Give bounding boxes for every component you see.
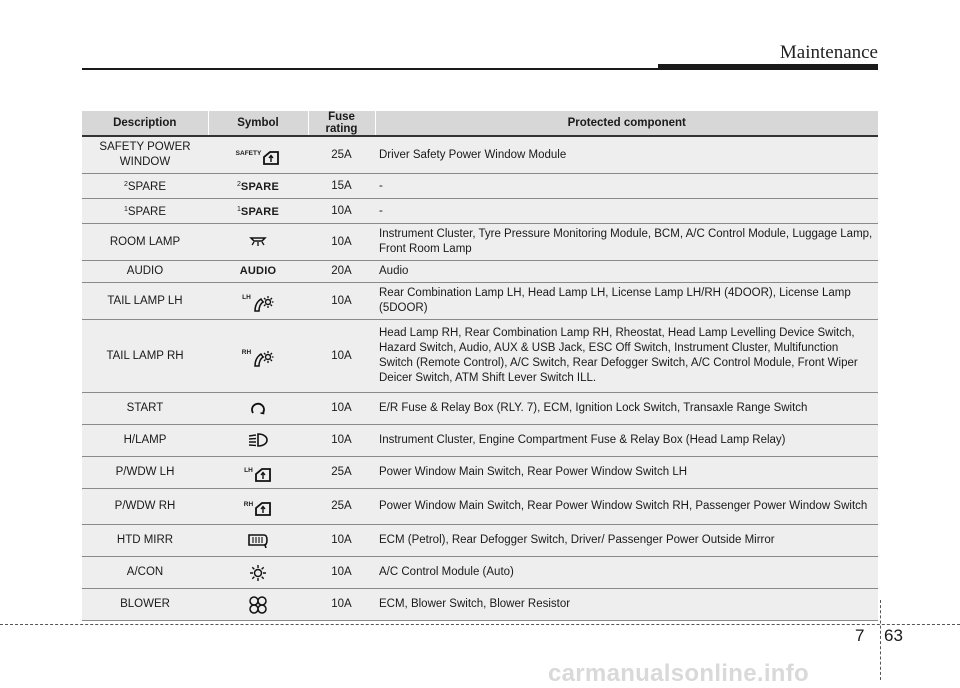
- header-rule-accent: [658, 64, 878, 70]
- fuse-description: H/LAMP: [82, 425, 208, 457]
- fuse-table: [82, 111, 878, 621]
- safety-power-window-icon: [262, 150, 280, 166]
- fuse-rating: 10A: [308, 393, 375, 425]
- table-row: [82, 557, 878, 589]
- protected-component: E/R Fuse & Relay Box (RLY. 7), ECM, Ignition Lock Switch, Transaxle Range Switch: [375, 393, 878, 425]
- symbol-tag: SAFETY: [235, 149, 262, 157]
- fuse-rating: 20A: [308, 261, 375, 283]
- fuse-description: BLOWER: [82, 589, 208, 621]
- table-row: [82, 136, 878, 174]
- fuse-rating: 10A: [308, 525, 375, 557]
- table-row: [82, 589, 878, 621]
- table-row: [82, 457, 878, 489]
- fuse-rating: 10A: [308, 557, 375, 589]
- fuse-description: TAIL LAMP RH: [82, 320, 208, 393]
- fuse-symbol: [208, 557, 308, 589]
- fuse-symbol: [208, 589, 308, 621]
- room-lamp-icon: [248, 234, 268, 248]
- tail-lamp-icon: [252, 294, 274, 314]
- tail-lamp-icon: [252, 349, 274, 369]
- table-row: [82, 425, 878, 457]
- fuse-rating: 25A: [308, 136, 375, 174]
- symbol-tag: RH: [241, 348, 252, 356]
- column-header-description: Description: [82, 111, 208, 136]
- table-row: [82, 261, 878, 283]
- protected-component: ECM, Blower Switch, Blower Resistor: [375, 589, 878, 621]
- table-row: [82, 199, 878, 224]
- page-number: 63: [884, 626, 903, 645]
- blower-icon: [248, 595, 268, 615]
- protected-component: Head Lamp RH, Rear Combination Lamp RH, Rheostat, Head Lamp Levelling Device Switch, Hazard Switch, Audio, AUX & USB Jack, ESC Off Switch, Instrument Cluster, Multifunction Switch (Remote Control), A/C Switch, Rear Defogger Switch, A/C Control Module, Front Wiper Deicer Switch, ATM Shift Lever Switch ILL.: [375, 320, 878, 393]
- symbol-tag: LH: [244, 467, 253, 474]
- protected-component: A/C Control Module (Auto): [375, 557, 878, 589]
- heated-mirror-icon: [246, 532, 270, 548]
- protected-component: Instrument Cluster, Tyre Pressure Monitoring Module, BCM, A/C Control Module, Luggage Lamp, Front Room Lamp: [375, 224, 878, 261]
- protected-component: Power Window Main Switch, Rear Power Window Switch RH, Passenger Power Window Switch: [375, 489, 878, 525]
- table-row: [82, 525, 878, 557]
- footer-rule: [0, 624, 960, 625]
- protected-component: Instrument Cluster, Engine Compartment Fuse & Relay Box (Head Lamp Relay): [375, 425, 878, 457]
- fuse-symbol: [208, 224, 308, 261]
- power-window-icon: [254, 501, 272, 517]
- symbol-tag: LH: [242, 293, 251, 301]
- header-rule: [82, 68, 662, 70]
- fuse-rating: 10A: [308, 320, 375, 393]
- fuse-symbol: [208, 489, 308, 525]
- column-header-protected-component: Protected component: [375, 111, 878, 136]
- fuse-description: P/WDW RH: [82, 489, 208, 525]
- protected-component: -: [375, 199, 878, 224]
- table-header-row: [82, 111, 878, 136]
- power-window-icon: [254, 467, 272, 483]
- fuse-symbol: $^2$SPARE: [208, 174, 308, 199]
- table-row: [82, 283, 878, 320]
- fuse-rating: 25A: [308, 457, 375, 489]
- protected-component: Driver Safety Power Window Module: [375, 136, 878, 174]
- protected-component: Audio: [375, 261, 878, 283]
- fuse-rating: 10A: [308, 199, 375, 224]
- air-con-icon: [249, 564, 267, 582]
- fuse-description: $^2$SPARE: [82, 174, 208, 199]
- fuse-description: ROOM LAMP: [82, 224, 208, 261]
- fuse-symbol: [208, 393, 308, 425]
- protected-component: -: [375, 174, 878, 199]
- protected-component: Rear Combination Lamp LH, Head Lamp LH, License Lamp LH/RH (4DOOR), License Lamp (5DOOR): [375, 283, 878, 320]
- fuse-rating: 10A: [308, 283, 375, 320]
- fuse-symbol: [208, 525, 308, 557]
- fuse-description: AUDIO: [82, 261, 208, 283]
- fuse-symbol: [208, 136, 308, 174]
- symbol-tag: RH: [243, 501, 254, 508]
- fuse-description: START: [82, 393, 208, 425]
- fuse-description: SAFETY POWER WINDOW: [82, 136, 208, 174]
- fuse-description: HTD MIRR: [82, 525, 208, 557]
- table-row: [82, 320, 878, 393]
- fuse-rating: 10A: [308, 589, 375, 621]
- fuse-symbol: $^1$SPARE: [208, 199, 308, 224]
- protected-component: ECM (Petrol), Rear Defogger Switch, Driver/ Passenger Power Outside Mirror: [375, 525, 878, 557]
- column-header-symbol: Symbol: [208, 111, 308, 136]
- table-row: [82, 174, 878, 199]
- chapter-number: 7: [855, 626, 865, 645]
- fuse-rating: 10A: [308, 224, 375, 261]
- fuse-symbol: [208, 457, 308, 489]
- table-row: [82, 224, 878, 261]
- table-row: [82, 393, 878, 425]
- section-title: Maintenance: [779, 42, 878, 63]
- fuse-symbol: [208, 283, 308, 320]
- fuse-rating: 10A: [308, 425, 375, 457]
- column-header-fuse-rating: Fuse rating: [308, 111, 375, 136]
- protected-component: Power Window Main Switch, Rear Power Window Switch LH: [375, 457, 878, 489]
- table-row: [82, 489, 878, 525]
- start-icon: [249, 400, 267, 418]
- fuse-description: $^1$SPARE: [82, 199, 208, 224]
- fuse-rating: 25A: [308, 489, 375, 525]
- footer-divider: [880, 600, 881, 680]
- fuse-description: TAIL LAMP LH: [82, 283, 208, 320]
- watermark: carmanualsonline.info: [548, 660, 810, 687]
- fuse-symbol: [208, 320, 308, 393]
- fuse-description: A/CON: [82, 557, 208, 589]
- fuse-symbol: [208, 425, 308, 457]
- fuse-description: P/WDW LH: [82, 457, 208, 489]
- fuse-symbol: AUDIO: [208, 261, 308, 283]
- head-lamp-icon: [247, 432, 269, 448]
- fuse-rating: 15A: [308, 174, 375, 199]
